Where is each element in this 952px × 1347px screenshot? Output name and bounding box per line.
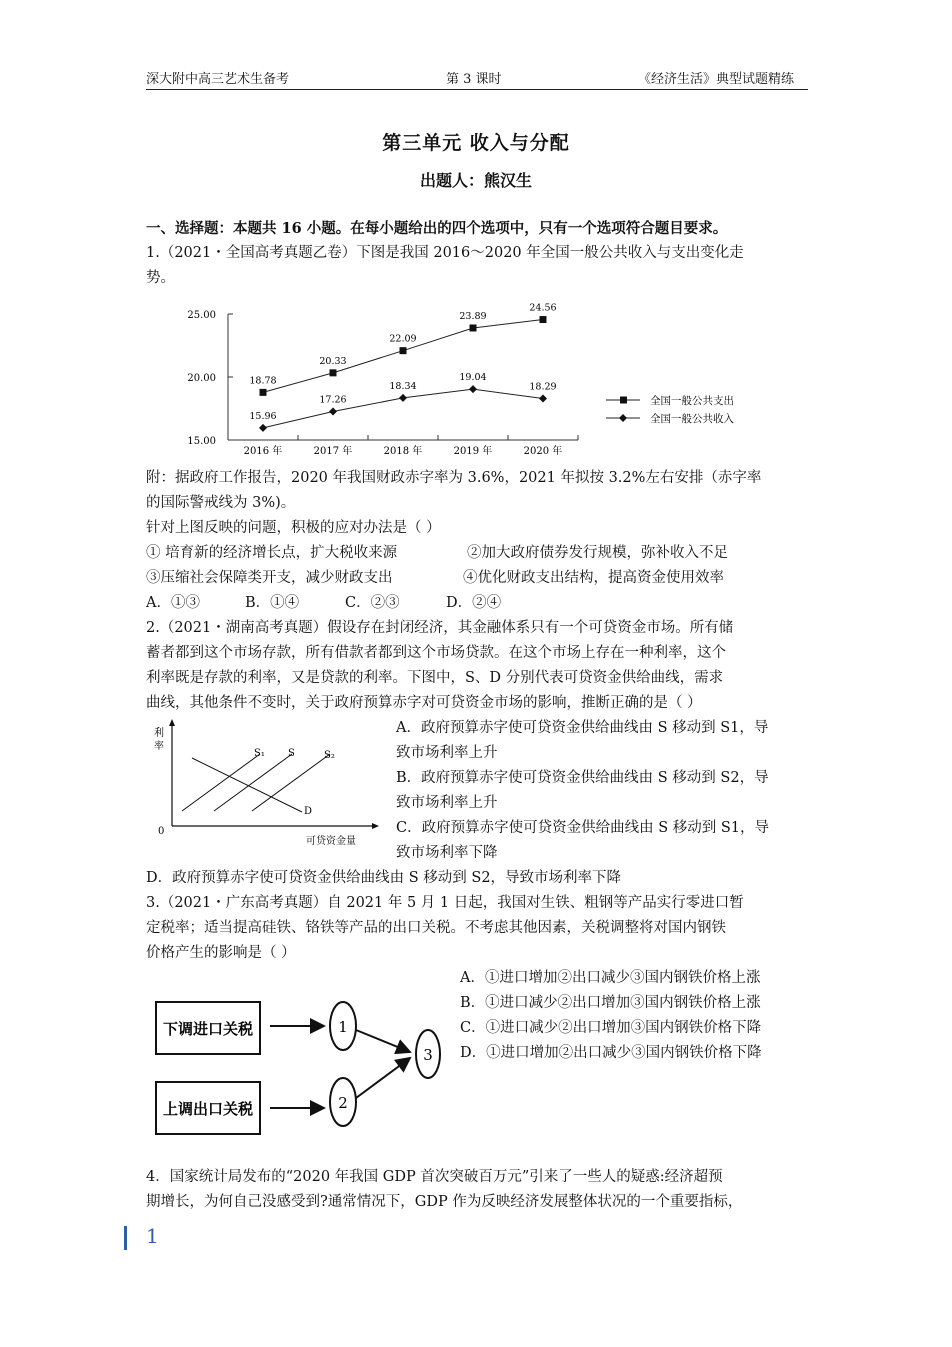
- q4-stem-line-1: 4．国家统计局发布的“2020 年我国 GDP 首次突破百万元”引来了一些人的疑惑:经济超预: [146, 1169, 723, 1185]
- chart-point-diamond: [329, 408, 337, 416]
- q1-line-chart: [170, 298, 790, 463]
- chart-x-tick-label: 2020 年: [523, 446, 563, 457]
- x-axis-arrow-icon: [372, 823, 379, 829]
- header-rule: [146, 89, 808, 90]
- curve-s1: [182, 754, 260, 811]
- chart-legend-diamond-icon: [619, 414, 627, 422]
- y-axis-arrow-icon: [169, 719, 175, 726]
- origin-label: 0: [158, 826, 165, 837]
- q1-stem-line-1: 1.（2021・全国高考真题乙卷）下图是我国 2016～2020 年全国一般公共收入与支出变化走: [146, 245, 744, 261]
- chart-data-label: 19.04: [459, 372, 487, 384]
- q2-option-c-line-2[interactable]: 致市场利率下降: [396, 845, 498, 861]
- chart-x-tick-label: 2019 年: [453, 446, 493, 457]
- node-2-label: 2: [338, 1094, 348, 1112]
- header-center: 第 3 课时: [446, 72, 502, 87]
- q1-option-b[interactable]: B．①④: [245, 595, 300, 611]
- q3-flow-diagram: [148, 990, 448, 1150]
- q1-stem-line-2: 势。: [146, 270, 175, 286]
- chart-data-label: 20.33: [319, 355, 347, 367]
- q3-stem-line-1: 3.（2021・广东高考真题）自 2021 年 5 月 1 日起，我国对生铁、粗钢等产品实行零进口暂: [146, 895, 744, 911]
- q2-option-b-line-1[interactable]: B．政府预算赤字使可贷资金供给曲线由 S 移动到 S2，导: [396, 770, 769, 786]
- chart-point-square: [260, 389, 267, 396]
- chart-data-label: 15.96: [249, 410, 277, 422]
- q3-stem-line-3: 价格产生的影响是（ ）: [146, 945, 296, 961]
- q1-note-line-1: 附：据政府工作报告，2020 年我国财政赤字率为 3.6%，2021 年拟按 3.2%左右安排（赤字率: [146, 470, 762, 486]
- q1-note-line-2: 的国际警戒线为 3%)。: [146, 495, 296, 511]
- chart-data-label: 17.26: [319, 394, 347, 406]
- chart-data-label: 18.78: [249, 375, 277, 387]
- box-2-label: 上调出口关税: [162, 1100, 254, 1118]
- q3-stem-line-2: 定税率；适当提高硅铁、铬铁等产品的出口关税。不考虑其他因素，关税调整将对国内钢铁: [146, 920, 726, 936]
- curve-s2: [252, 754, 330, 811]
- q3-option-a[interactable]: A．①进口增加②出口减少③国内钢铁价格上涨: [460, 970, 761, 986]
- chart-x-tick-label: 2016 年: [243, 446, 283, 457]
- q1-option-d[interactable]: D．②④: [446, 595, 502, 611]
- q2-stem-line-3: 利率既是存款的利率，又是贷款的利率。下图中，S、D 分别代表可贷资金供给曲线，需求: [146, 670, 724, 686]
- q1-item-2: ②加大政府债券发行规模，弥补收入不足: [467, 545, 728, 561]
- q4-stem-line-2: 期增长，为何自己没感受到?通常情况下，GDP 作为反映经济发展整体状况的一个重要指标，: [146, 1194, 743, 1210]
- chart-y-tick-label: 20.00: [187, 373, 216, 384]
- chart-x-tick-label: 2017 年: [313, 446, 353, 457]
- chart-point-square: [540, 316, 547, 323]
- header-right: 《经济生活》典型试题精练: [638, 72, 795, 87]
- chart-legend-label: 全国一般公共收入: [650, 413, 734, 425]
- label-s1: S₁: [254, 748, 265, 759]
- q1-option-a[interactable]: A．①③: [146, 595, 200, 611]
- chart-point-square: [330, 369, 337, 376]
- chart-data-label: 18.29: [529, 381, 557, 393]
- page-title: 第三单元 收入与分配: [382, 132, 570, 154]
- q1-item-4: ④优化财政支出结构，提高资金使用效率: [463, 570, 724, 586]
- q2-option-b-line-2[interactable]: 致市场利率上升: [396, 795, 498, 811]
- section-heading: 一、选择题：本题共 16 小题。在每小题给出的四个选项中，只有一个选项符合题目要求。: [146, 220, 728, 237]
- label-s2: S₂: [324, 750, 335, 761]
- q1-question: 针对上图反映的问题，积极的应对办法是（ ）: [146, 520, 441, 536]
- label-s: S: [288, 748, 295, 759]
- y-label-2: 率: [154, 741, 164, 752]
- node-1-label: 1: [338, 1018, 348, 1036]
- q1-option-c[interactable]: C．②③: [345, 595, 400, 611]
- x-label: 可贷资金量: [306, 836, 356, 847]
- chart-legend-label: 全国一般公共支出: [650, 395, 734, 407]
- chart-point-square: [400, 347, 407, 354]
- q3-option-b[interactable]: B．①进口减少②出口增加③国内钢铁价格上涨: [460, 995, 761, 1011]
- arrow-3: [356, 1030, 410, 1052]
- q2-supply-demand-graph: [148, 716, 388, 856]
- q2-option-d[interactable]: D．政府预算赤字使可贷资金供给曲线由 S 移动到 S2，导致市场利率下降: [146, 870, 622, 886]
- chart-point-diamond: [399, 394, 407, 402]
- chart-data-label: 24.56: [529, 302, 557, 314]
- author-line: 出题人：熊汉生: [419, 171, 532, 190]
- y-label-1: 利: [154, 728, 164, 739]
- arrow-4: [356, 1058, 410, 1098]
- q2-option-a-line-2[interactable]: 致市场利率上升: [396, 745, 498, 761]
- chart-y-tick-label: 25.00: [187, 310, 216, 321]
- chart-point-diamond: [539, 395, 547, 403]
- q3-option-d[interactable]: D．①进口增加②出口减少③国内钢铁价格下降: [460, 1045, 762, 1061]
- q2-option-a-line-1[interactable]: A．政府预算赤字使可贷资金供给曲线由 S 移动到 S1，导: [396, 720, 769, 736]
- node-3-label: 3: [423, 1046, 433, 1064]
- q2-stem-line-1: 2.（2021・湖南高考真题）假设存在封闭经济，其金融体系只有一个可贷资金市场。所有储: [146, 620, 734, 636]
- q2-stem-line-2: 蓄者都到这个市场存款，所有借款者都到这个市场贷款。在这个市场上存在一种利率，这个: [146, 645, 726, 661]
- page-number-bar: [124, 1226, 127, 1250]
- label-d: D: [304, 806, 313, 817]
- q1-item-1: ① 培育新的经济增长点，扩大税收来源: [146, 545, 398, 561]
- q2-stem-line-4: 曲线，其他条件不变时，关于政府预算赤字对可贷资金市场的影响，推断正确的是（ ）: [146, 695, 702, 711]
- chart-data-label: 23.89: [459, 310, 487, 322]
- q2-option-c-line-1[interactable]: C．政府预算赤字使可贷资金供给曲线由 S 移动到 S1，导: [396, 820, 770, 836]
- q3-option-c[interactable]: C．①进口减少②出口增加③国内钢铁价格下降: [460, 1020, 762, 1036]
- chart-data-label: 18.34: [389, 380, 417, 392]
- q1-item-3: ③压缩社会保障类开支，减少财政支出: [146, 570, 393, 586]
- header-left: 深大附中高三艺术生备考: [146, 72, 290, 87]
- curve-d: [192, 758, 302, 812]
- box-1-label: 下调进口关税: [162, 1020, 254, 1038]
- chart-legend-square-icon: [620, 397, 627, 404]
- chart-point-diamond: [259, 424, 267, 432]
- curve-s: [214, 754, 292, 811]
- page-number: 1: [146, 1224, 159, 1248]
- chart-data-label: 22.09: [389, 333, 417, 345]
- chart-x-tick-label: 2018 年: [383, 446, 423, 457]
- chart-point-square: [470, 324, 477, 331]
- chart-y-tick-label: 15.00: [187, 436, 216, 447]
- chart-point-diamond: [469, 385, 477, 393]
